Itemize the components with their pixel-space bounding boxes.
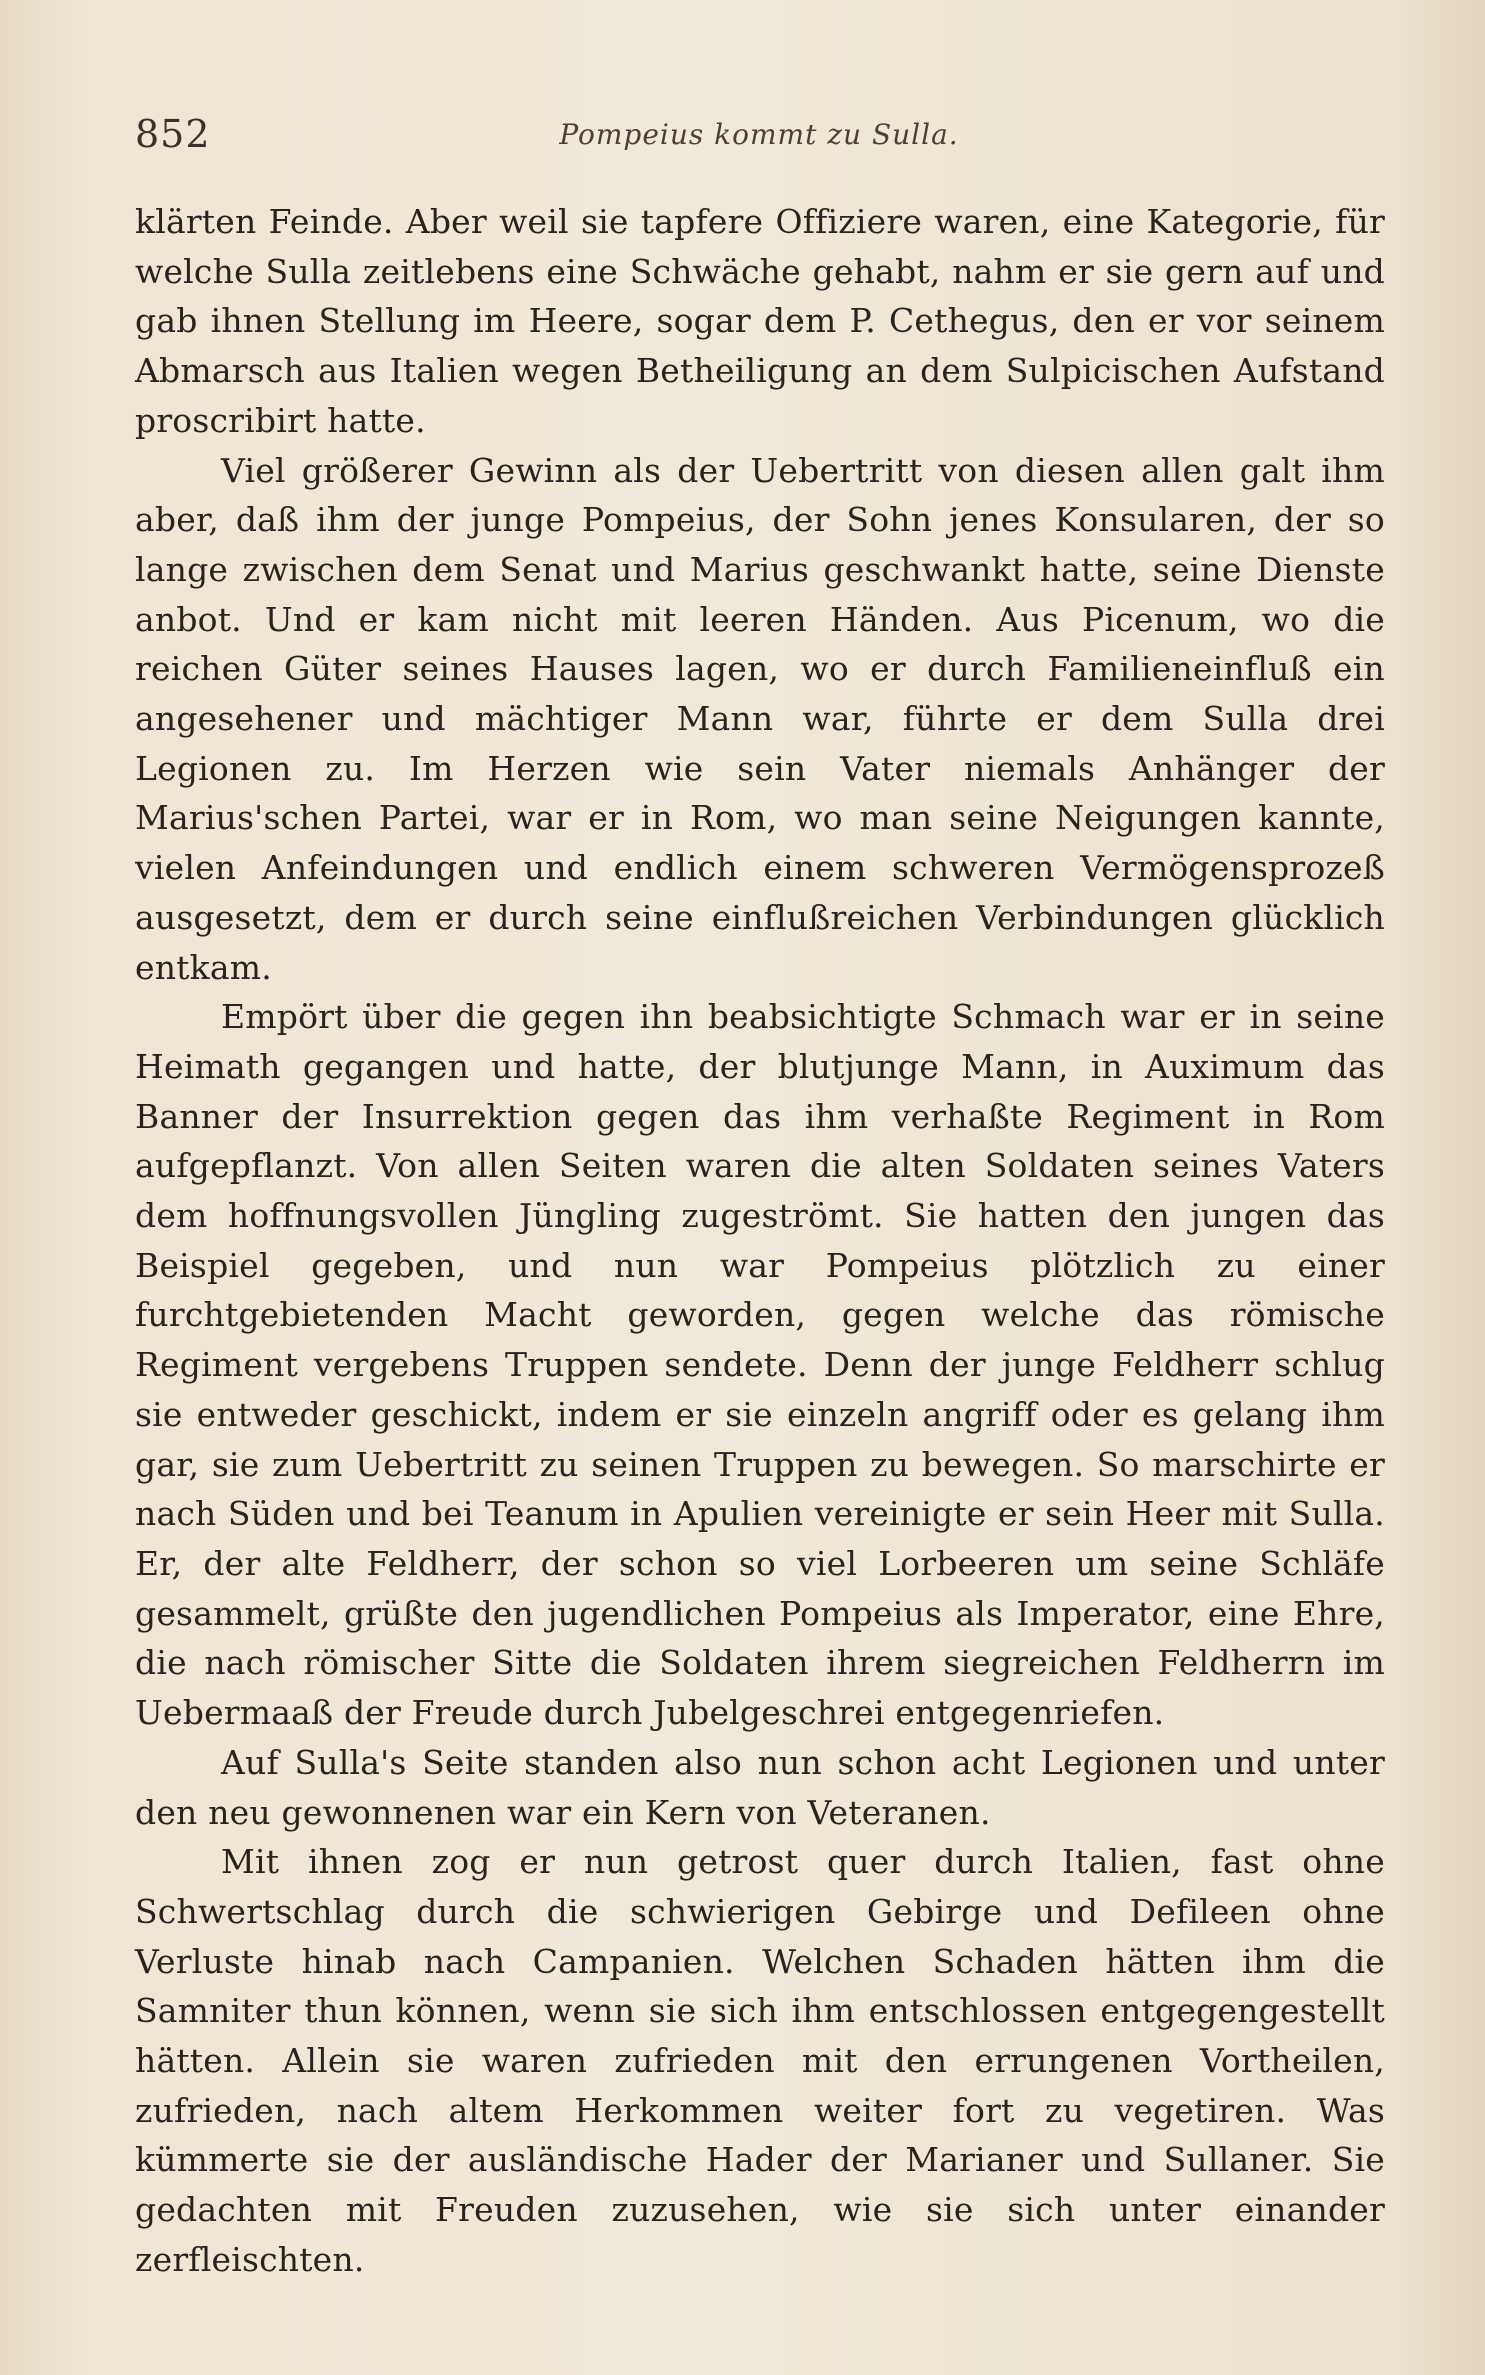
- page-number: 852: [135, 112, 211, 156]
- running-head: Pompeius kommt zu Sulla.: [559, 118, 959, 151]
- paragraph-3: Empört über die gegen ihn beabsichtigte Schmach war er in seine Heimath gegangen und hatte, der blutjunge Mann, in Auximum das Banner der Insurrektion gegen das ihm verhaßte Regiment in Rom aufgepflanzt. Von allen Seiten waren die alten Soldaten seines Vaters dem hoffnungsvollen Jüngling zugeströmt. Sie hatten den jungen das Beispiel gegeben, und nun war Pompeius plötzlich zu einer furchtgebietenden Macht geworden, gegen welche das römische Regiment vergebens Truppen sendete. Denn der junge Feldherr schlug sie entweder geschickt, indem er sie einzeln angriff oder es gelang ihm gar, sie zum Uebertritt zu seinen Truppen zu bewegen. So marschirte er nach Süden und bei Teanum in Apulien vereinigte er sein Heer mit Sulla. Er, der alte Feldherr, der schon so viel Lorbeeren um seine Schläfe gesammelt, grüßte den jugendlichen Pompeius als Imperator, eine Ehre, die nach römischer Sitte die Soldaten ihrem siegreichen Feldherrn im Uebermaaß der Freude durch Jubelgeschrei entgegenriefen.: [135, 997, 1385, 1733]
- page-header: [135, 112, 1383, 168]
- paragraph-1: klärten Feinde. Aber weil sie tapfere Offiziere waren, eine Kategorie, für welche Sulla zeitlebens eine Schwäche gehabt, nahm er sie gern auf und gab ihnen Stellung im Heere, sogar dem P. Cethegus, den er vor seinem Abmarsch aus Italien wegen Betheiligung an dem Sulpicischen Aufstand proscribirt hatte.: [135, 202, 1385, 440]
- paragraph-5: Mit ihnen zog er nun getrost quer durch Italien, fast ohne Schwertschlag durch die schwierigen Gebirge und Defileen ohne Verluste hinab nach Campanien. Welchen Schaden hätten ihm die Samniter thun können, wenn sie sich ihm entschlossen entgegengestellt hätten. Allein sie waren zufrieden mit den errungenen Vortheilen, zufrieden, nach altem Herkommen weiter fort zu vegetiren. Was kümmerte sie der ausländische Hader der Marianer und Sullaner. Sie gedachten mit Freuden zuzusehen, wie sie sich unter einander zerfleischten.: [135, 1842, 1385, 2279]
- paragraph-4: Auf Sulla's Seite standen also nun schon acht Legionen und unter den neu gewonnenen war ein Kern von Veteranen.: [135, 1742, 1385, 1832]
- paragraph-2: Viel größerer Gewinn als der Uebertritt von diesen allen galt ihm aber, daß ihm der junge Pompeius, der Sohn jenes Konsularen, der so lange zwischen dem Senat und Marius geschwankt hatte, seine Dienste anbot. Und er kam nicht mit leeren Händen. Aus Picenum, wo die reichen Güter seines Hauses lagen, wo er durch Familieneinfluß ein angesehener und mächtiger Mann war, führte er dem Sulla drei Legionen zu. Im Herzen wie sein Vater niemals Anhänger der Marius'schen Partei, war er in Rom, wo man seine Neigungen kannte, vielen Anfeindungen und endlich einem schweren Vermögensprozeß ausgesetzt, dem er durch seine einflußreichen Verbindungen glücklich entkam.: [135, 450, 1385, 987]
- body-text: [135, 197, 1385, 2285]
